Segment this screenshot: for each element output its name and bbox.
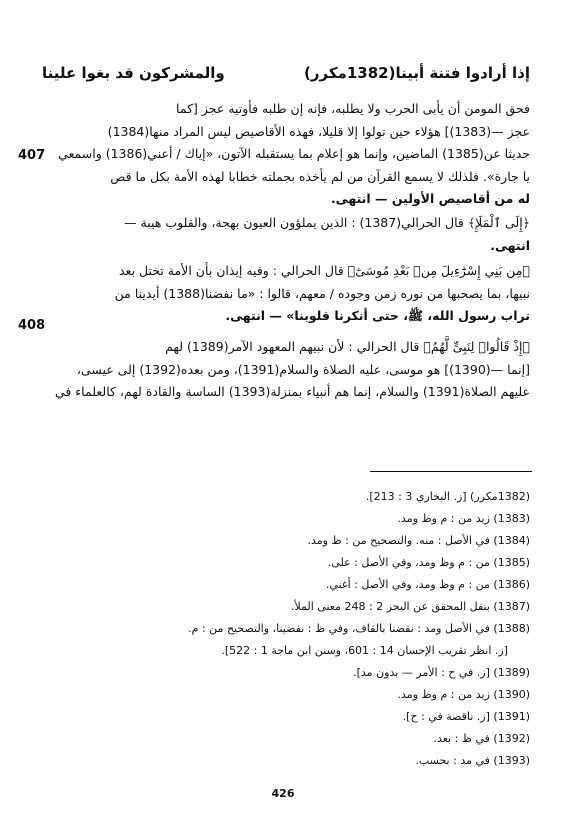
verse-right-hemistich: إذا أرادوا فتنة أبينا(1382مكرر) [304, 64, 530, 82]
text-line: نبيها، بما يصحبها من نوره زمن وجوده / معهم، قالوا : «ما نفضنا(1388) أيدينا من [114, 285, 530, 301]
text-line: فحق المومن أن يأبى الحرب ولا يطلبه، فإنه إن طلبه فأوتيه عجز [كما [176, 101, 530, 116]
paragraph-2 [42, 212, 530, 257]
footnotes [90, 486, 530, 772]
text-line: له من أقاصيص الأولين — انتهى. [330, 191, 530, 206]
footnote: (1385) من : م وظ ومد، وفي الأصل : على. [327, 556, 530, 569]
paragraph-1 [42, 98, 530, 211]
footnote: (1386) من : م وظ ومد، وفي الأصل : أغني. [325, 578, 530, 591]
page-number: 426 [271, 787, 295, 800]
text-line: عليهم الصلاة(1391) والسلام، إنما هم أنبياء بمنزلة(1393) الساسة والقادة لهم، كالعلماء في [54, 384, 530, 399]
paragraph-3 [42, 260, 530, 328]
text-line: عجز —(1383)] هؤلاء حين تولوا إلا قليلا، فهذه الأقاصيص ليس المراد منها(1384) [107, 123, 530, 139]
text-line: يا جارة». فلذلك لا يسمع القرآن من لم يأخذه بجملته خطابا لهذه الأمة بكل ما قص [110, 168, 530, 184]
footnote: (1393) في مد : بحسب. [415, 754, 530, 767]
verse-left-hemistich: والمشركون قد بغوا علينا [42, 64, 225, 82]
footnote: (1388) في الأصل ومد : نقضنا بالقاف، وفي ظ : نفضينا، والتصحيح من : م. [188, 622, 530, 635]
footnote: (1389) [ز. في ح : الأمر — بدون مد]. [353, 666, 530, 679]
text-line: [إنما —(1390)] هو موسى، عليه الصلاة والسلام(1391)، ومن بعده(1392) إلى عيسى، [76, 361, 530, 377]
footnote-separator [370, 471, 532, 472]
text-line: انتهى. [490, 237, 530, 253]
margin-number: 407 [18, 148, 46, 163]
verse-header [42, 64, 530, 90]
footnote: (1383) زيد من : م وظ ومد. [397, 512, 530, 525]
text-line: ﴿مِن بَنِي إِسْرَٰٓءِيلَ مِنۢ بَعْدِ مُوسَىٰٓ﴾ قال الحرالي : وفيه إيذان بأن الأمة تختل بعد [118, 263, 530, 278]
footnote: (1384) في الأصل : منه. والتصحيح من : ظ ومد. [307, 534, 530, 547]
footnote: (1392) في ظ : بعد. [433, 732, 530, 745]
text-line: حديثا عن(1385) الماضين، وإنما هو إعلام بما يستقبله الآتون، «إياك / أعني(1386) واسمعي [58, 146, 530, 161]
footnote: [ز. انظر تقريب الإحسان 14 : 601، وسنن ابن ماجة 1 : 522]. [221, 644, 508, 657]
footnote: (1391) [ز. ناقصة في : ح]. [402, 710, 530, 723]
margin-number: 408 [18, 318, 46, 333]
footnote: (1387) بنقل المحقق عن البحر 2 : 248 معنى الملأ. [290, 600, 530, 613]
footnote: (1390) زيد من : م وظ ومد. [397, 688, 530, 701]
footnote: (1382مكرر) [ز. البخاري 3 : 213]. [365, 490, 530, 503]
paragraph-4 [42, 336, 530, 404]
text-line: ﴿إِذْ قَالُوا۟ لِنَبِىٍّ لَّهُمُ﴾ قال الحرالي : لأن نبيهم المعهود الآمر(1389) لهم [165, 339, 530, 354]
text-line: تراب رسول الله، ﷺ، حتى أنكرنا قلوبنا» — انتهى. [225, 308, 530, 323]
text-line: ﴿إِلَى ٱلْمَلَإِ﴾ قال الحرالي(1387) : الذين يملؤون العيون بهجة، والقلوب هيبة — [124, 215, 530, 230]
